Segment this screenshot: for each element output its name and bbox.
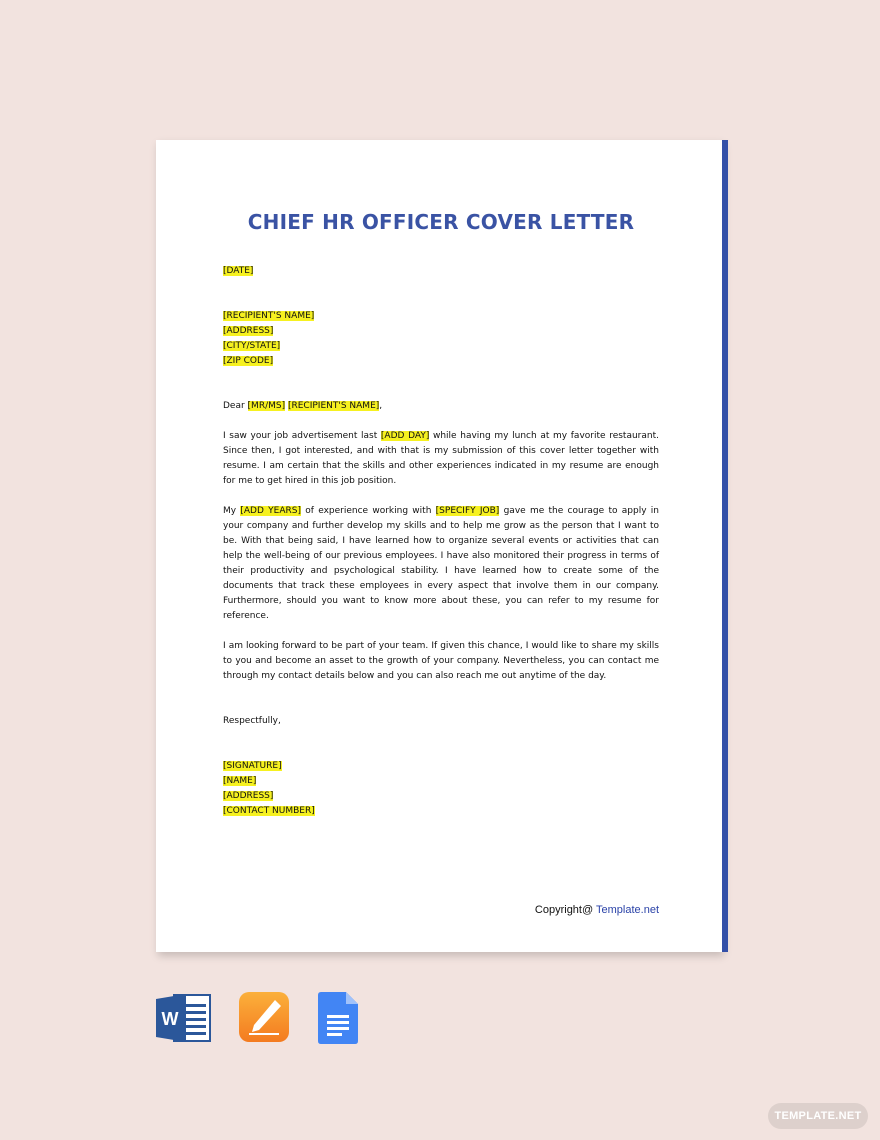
document-title: CHIEF HR OFFICER COVER LETTER: [247, 210, 635, 234]
paragraph-3: I am looking forward to be part of your team. If given this chance, I would like to share my skills to you and become an asset to the growth of your company. Nevertheless, you can contact me through my contact details below and you can also reach me out anytime of the day.: [223, 641, 659, 681]
recipient-address-placeholder: [ADDRESS]: [223, 326, 274, 336]
specify-job-placeholder: [SPECIFY JOB]: [435, 506, 500, 516]
sender-name-placeholder: [NAME]: [223, 776, 257, 786]
contact-number-placeholder: [CONTACT NUMBER]: [223, 806, 315, 816]
sender-address-placeholder: [ADDRESS]: [223, 791, 274, 801]
pages-icon[interactable]: [239, 992, 291, 1049]
date-placeholder: [DATE]: [223, 266, 254, 276]
paragraph-2: My [ADD YEARS] of experience working with [SPECIFY JOB] gave me the courage to apply in your company and further develop my skills and to help me grow as the person that I want to be. With that being said, I have learned how to organize several events or activities that can help the well-being of our previous employees. I have also monitored their progress in terms of their productivity and psychological stability. I have learned how to create some of the documents that track these employees in every aspect that involve them in our company. Furthermore, should you want to know more about these, you can refer to my resume for reference.: [223, 506, 659, 621]
google-docs-icon[interactable]: [318, 992, 360, 1049]
salutation: Dear [MR/MS] [RECIPIENT'S NAME],: [223, 401, 383, 411]
letter-body: [223, 264, 659, 819]
salutation-title-placeholder: [MR/MS]: [247, 401, 286, 411]
svg-text:W: W: [161, 1009, 179, 1029]
sender-block: [223, 759, 659, 819]
recipient-block: [223, 309, 659, 369]
word-icon[interactable]: [156, 992, 212, 1049]
paragraph-1: I saw your job advertisement last [ADD DAY] while having my lunch at my favorite restaurant. Since then, I got interested, and with that is my submission of this cover letter together with resume. I am certain that the skills and other experiences indicated in my resume are enough for me to get hired in this job position.: [223, 431, 659, 486]
page-edge-accent: [722, 140, 728, 952]
recipient-zip-placeholder: [ZIP CODE]: [223, 356, 274, 366]
add-years-placeholder: [ADD YEARS]: [240, 506, 301, 516]
copyright: Copyright@ Template.net: [534, 904, 659, 916]
salutation-name-placeholder: [RECIPIENT'S NAME]: [287, 401, 380, 411]
signature-placeholder: [SIGNATURE]: [223, 761, 282, 771]
letter-page: [156, 140, 722, 952]
add-day-placeholder: [ADD DAY]: [380, 431, 430, 441]
recipient-city-state-placeholder: [CITY/STATE]: [223, 341, 281, 351]
template-net-watermark: TEMPLATE.NET: [768, 1103, 868, 1129]
closing: Respectfully,: [223, 716, 281, 726]
template-net-link[interactable]: Template.net: [596, 904, 659, 916]
recipient-name-placeholder: [RECIPIENT'S NAME]: [223, 311, 315, 321]
